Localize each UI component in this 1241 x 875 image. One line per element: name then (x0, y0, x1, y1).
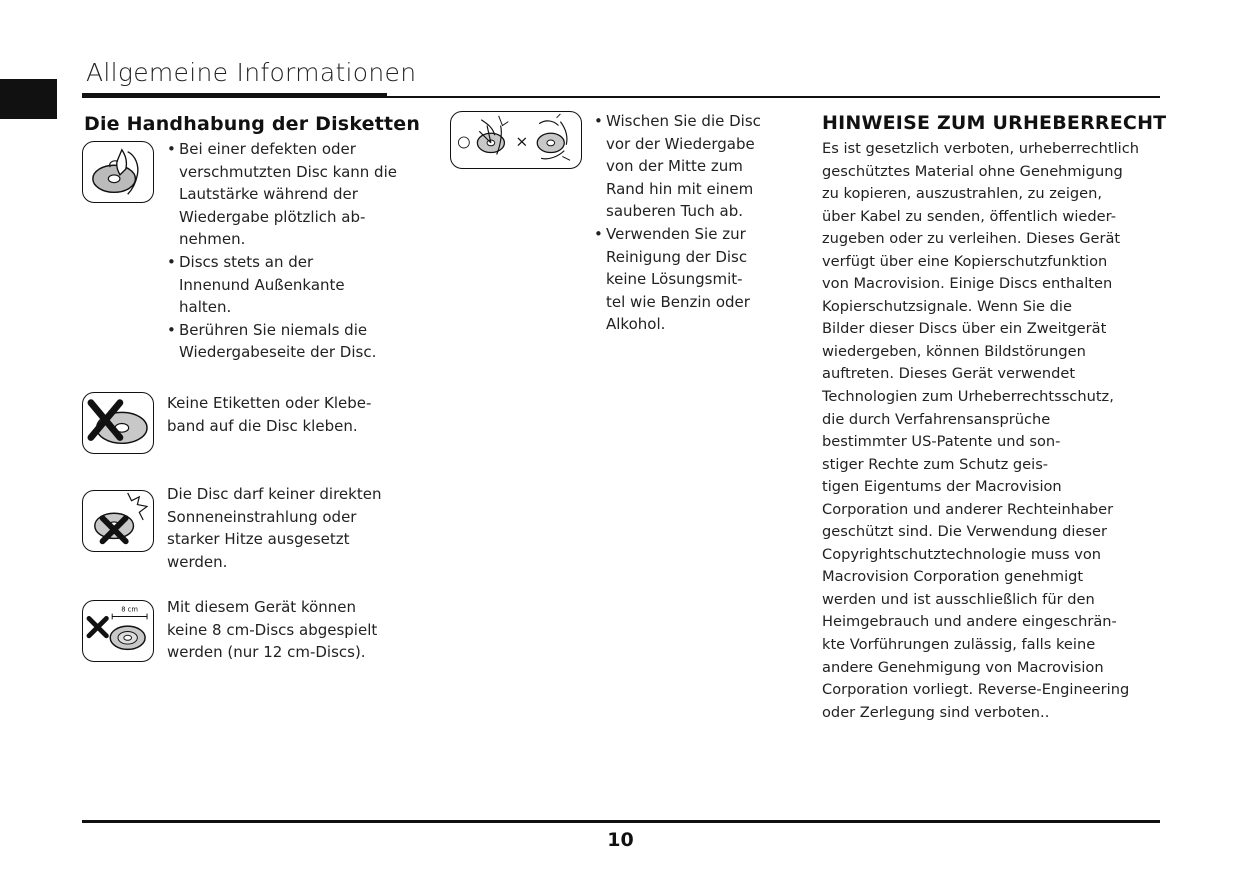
bullet-glyph: • (167, 140, 176, 158)
correct-mark-icon: ○ (457, 132, 471, 151)
no-label-note: Keine Etiketten oder Klebe- band auf die Disc kleben. (167, 394, 372, 435)
no-sun-note: Die Disc darf keiner direkten Sonneneinstrahlung oder starker Hitze ausgesetzt werden. (167, 485, 382, 571)
copyright-text: Es ist gesetzlich verboten, urheberrechtlich geschütztes Material ohne Genehmigung zu kopieren, auszustrahlen, zu zeigen, über Kabel zu senden, öffentlich wieder- zugeben oder zu verleihen. Dieses Gerät verfügt über eine Kopierschutzfunktion von Macrovision. Einige Discs enthalten Kopierschutzsignale. Wenn Sie die Bilder dieser Discs über ein Zweitgerät wiedergeben, können Bildstörungen auftreten. Dieses Gerät verwendet Technologien zum Urheberrechtsschutz, die durch Verfahrensansprüche bestimmter US-Patente und son- stiger Rechte zum Schutz geis- tigen Eigentums der Macrovision Corporation und anderer Rechteinhaber geschützt sind. Die Verwendung dieser Copyrightschutztechnologie muss von Macrovision Corporation genehmigt werden und ist ausschließlich für den Heimgebrauch und andere eingeschrän- kte Vorführungen zulässig, falls keine andere Genehmigung von Macrovision Corporation vorliegt. Reverse-Engineering oder Zerlegung sind verboten.. (822, 140, 1139, 721)
list-item: • Bei einer defekten oder verschmutzten Disc kann die Lautstärke während der Wiedergabe plötzlich ab- nehmen. (167, 140, 397, 249)
bullet-glyph: • (167, 320, 176, 339)
no-label-disc-icon (82, 392, 154, 454)
wrong-mark-icon: × (515, 132, 529, 151)
disc-wiping-direction-icon (450, 111, 582, 169)
disc-handling-list (167, 138, 427, 364)
disc-size-label: 8 cm (121, 605, 138, 614)
no-8cm-disc-icon (82, 600, 154, 662)
page-number: 10 (607, 829, 634, 851)
list-item: • Verwenden Sie zur Reinigung der Disc keine Lösungsmit- tel wie Benzin oder Alkohol. (594, 224, 750, 334)
bullet-glyph: • (167, 252, 176, 271)
header-rule-accent (82, 93, 387, 98)
hand-holding-disc-icon (82, 141, 154, 203)
page-title: Allgemeine Informationen (86, 58, 417, 87)
disc-cleaning-list (594, 110, 799, 336)
list-item: • Wischen Sie die Disc vor der Wiedergabe von der Mitte zum Rand hin mit einem sauberen Tuch ab. (594, 112, 761, 221)
no-sun-disc-icon (82, 490, 154, 552)
bullet-glyph: • (594, 112, 603, 130)
section-tab-marker (0, 79, 57, 119)
footer-rule (82, 820, 1160, 823)
no-8cm-note: Mit diesem Gerät können keine 8 cm-Discs abgespielt werden (nur 12 cm-Discs). (167, 598, 378, 662)
bullet-glyph: • (594, 224, 603, 243)
copyright-heading: HINWEISE ZUM URHEBERRECHT (822, 112, 1167, 134)
list-item: • Discs stets an der Innenund Außenkante halten. (167, 252, 345, 317)
disc-handling-heading: Die Handhabung der Disketten (84, 113, 421, 135)
list-item: • Berühren Sie niemals die Wiedergabeseite der Disc. (167, 320, 377, 362)
